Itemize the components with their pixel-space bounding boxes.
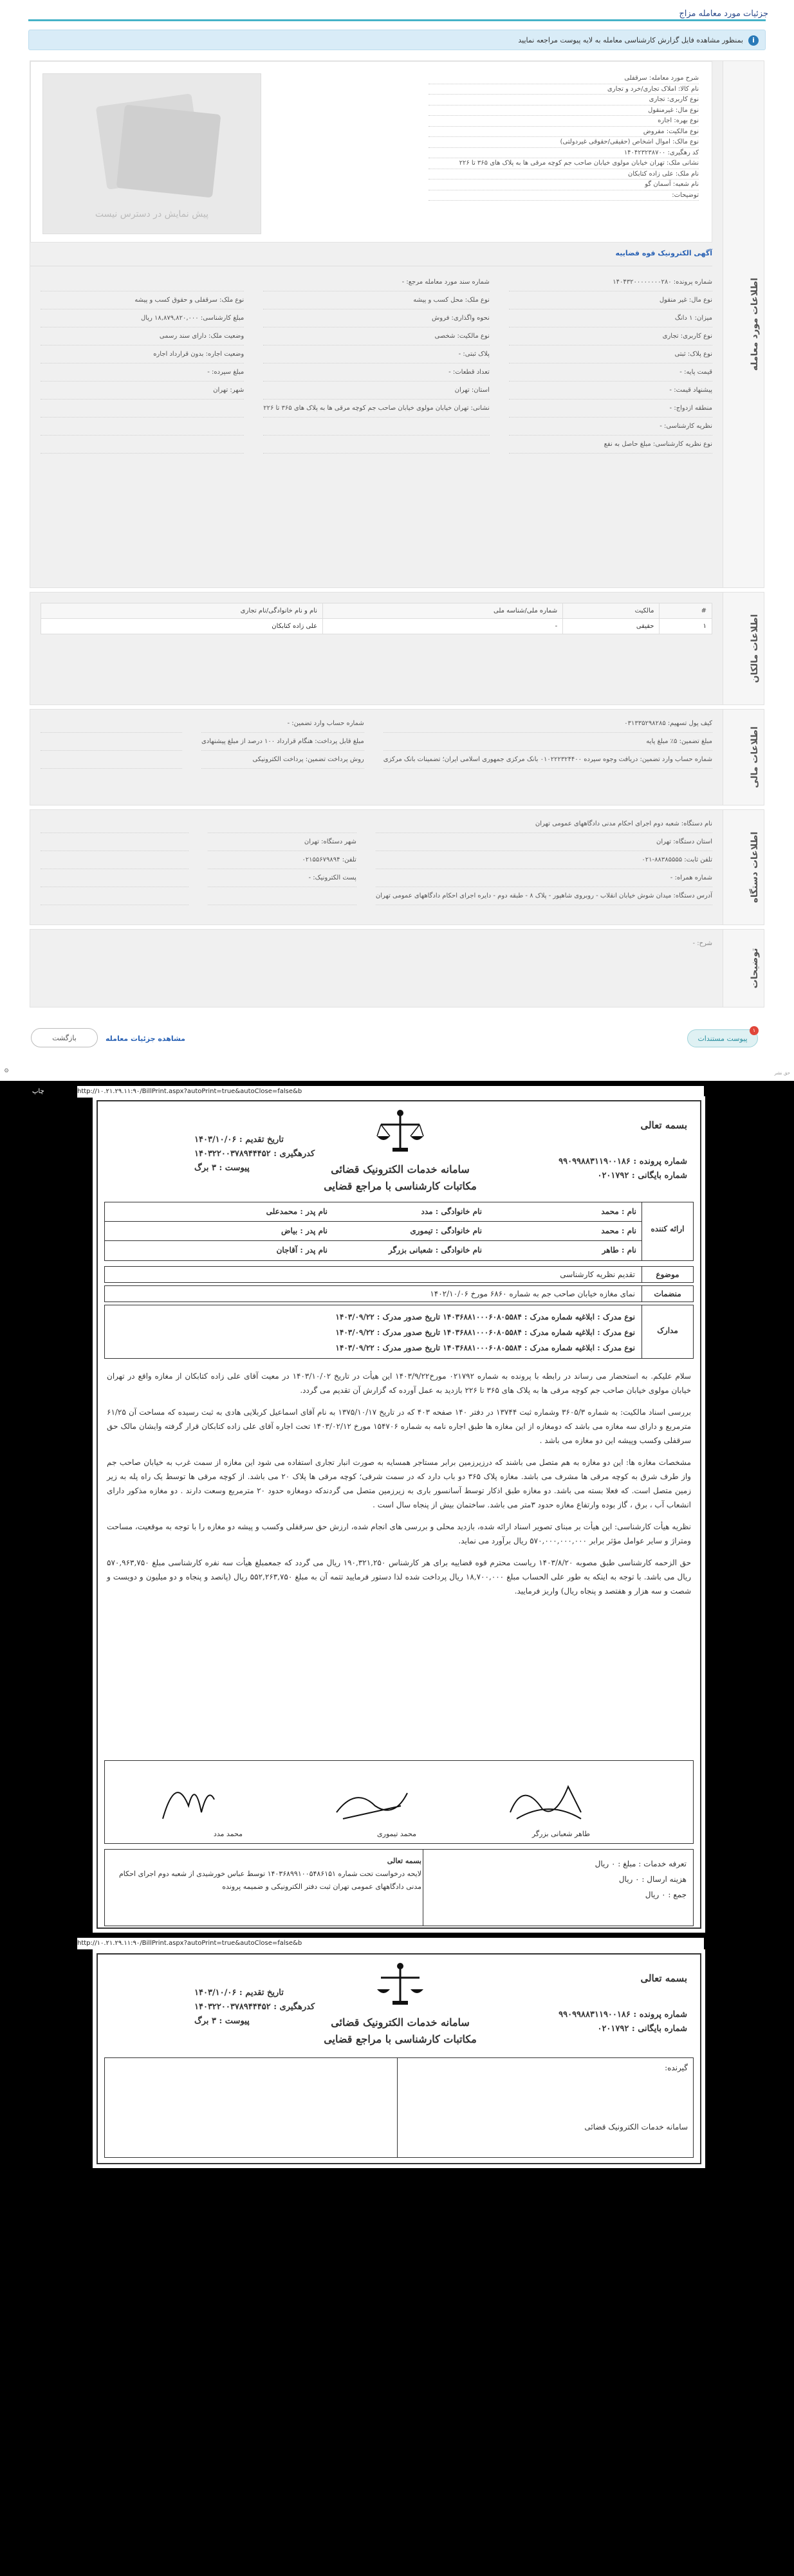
signature-madad [156, 1767, 221, 1825]
deal-field: استان: تهران [263, 387, 490, 400]
document-item: نوع مدرک : ابلاغیه شماره مدرک : ۱۴۰۳۶۸۸۱۰۰۰۶۰۸۰۵۵۸۴ تاریخ صدور مدرک : ۱۴۰۳/۰۹/۲۲ [335, 1328, 635, 1337]
summary-fields [429, 73, 699, 201]
deal-field: نوع مال: غیر منقول [509, 297, 712, 309]
signer-name: طاهر شعبانی بزرگر [531, 1830, 590, 1838]
total-line: جمع : ۰ ریال [645, 1890, 687, 1899]
owners-col-header: نام و نام خانوادگی/نام تجاری [41, 603, 323, 619]
alert-text: بمنظور مشاهده فایل گزارش کارشناسی معامله به لایه پیوست مراجعه نمایید [518, 36, 743, 44]
footer-tiny: حق نشر [774, 1071, 790, 1076]
info-icon: i [748, 35, 759, 46]
section-owners [30, 592, 764, 705]
page2-receiver: گیرنده: [665, 2063, 688, 2072]
tracking-code: کدرهگیری : ۱۴۰۳۲۲۰۰۳۷۸۹۴۴۴۵۲ [194, 1149, 315, 1159]
summary-field: نوع مال: غیرمنقول [429, 106, 699, 116]
deal-field: پلاک ثبتی: - [263, 351, 490, 363]
section-org-body [30, 810, 723, 925]
fee-footer [104, 1849, 694, 1926]
fee-line: تعرفه خدمات : مبلغ : ۰ ریال [595, 1859, 687, 1868]
org-field [208, 892, 356, 905]
section-owners-header [723, 593, 764, 704]
web-panel [0, 0, 794, 1081]
documents-row [104, 1305, 694, 1359]
org-field [41, 820, 189, 833]
center-title-2-p2: مکاتبات کارشناسی با مراجع قضایی [324, 2033, 477, 2045]
document-page-2 [93, 1949, 705, 2168]
deal-field: وضعیت اجاره: بدون قرارداد اجاره [41, 351, 244, 363]
submit-date: تاریخ تقدیم : ۱۴۰۳/۱۰/۰۶ [194, 1135, 284, 1145]
archive-number: شماره بایگانی : ۰۲۰۱۷۹۲ [597, 1171, 687, 1181]
attachments-label: پیوست مستندات [697, 1035, 748, 1043]
deal-field: میزان: ۱ دانگ [509, 315, 712, 327]
print-url-bar-2 [77, 1938, 704, 1949]
finance-field [41, 738, 182, 751]
deal-field: نظریه کارشناسی: - [509, 423, 712, 436]
finance-field [41, 756, 182, 769]
section-finance [30, 709, 764, 805]
file-number: شماره پرونده : ۹۹۰۹۹۸۸۳۱۱۹۰۰۱۸۶ [559, 1157, 687, 1166]
deal-field: شماره سند مورد معامله مرجع: - [263, 279, 490, 291]
subject-label: موضوع [642, 1267, 693, 1282]
signature-teymouri [330, 1780, 414, 1825]
org-field [41, 838, 189, 851]
file-number-2: شماره پرونده : ۹۹۰۹۹۸۸۳۱۱۹۰۰۱۸۶ [559, 2010, 687, 2019]
org-field: استان دستگاه: تهران [376, 838, 712, 851]
table-cell: علی زاده کتابکان [41, 619, 323, 634]
section-org [30, 809, 764, 925]
report-paragraph: بررسی اسناد مالکیت: به شماره ۳۶۰۵/۳ وشماره ثبت ۱۳۷۴۴ در دفتر ۱۴۰ صفحه ۴۰۳ که در تاریخ ۱۳۷۵/۱۰/۱۷ به نام آقای اسماعیل کربلایی هادی به ثبت رسیده که مساحت آن ۶۱/۲۵ مترمربع و دارای سه مغازه می باشد که دومغازه از این مغازه ها طبق اجاره نامه به شماره ۱۵۴۷۰۶ مورخ ۱۴۰۳/۰۲/۱۲ تحت اجاره آقای علی زاده کتابکان قرار گرفته وایشان مالک حق سرقفلی وکسب وپیشه این دو مغازه می باشد . [107, 1408, 692, 1445]
bismillah: بسمه تعالی [640, 1119, 687, 1131]
section-deal-info [30, 60, 764, 588]
owners-col-header: مالکیت [563, 603, 660, 619]
deal-field: تعداد قطعات: - [263, 369, 490, 382]
report-paragraph: حق الزحمه کارشناسی طبق مصوبه ۱۴۰۳/۸/۲۰ ریاست محترم قوه قضاییه برای هر کارشناس ۱۹۰,۳۲۱,۲۵۰ ریال می گردد که جمعمبلغ هیأت سه نفره کارشناسی مبلغ ۵۷۰,۹۶۳,۷۵۰ ریال می باشد. با توجه به اینکه به طور علی الحساب مبلغ ۱۸,۷۰۰,۰۰۰ ریال پرداخت شده لذا دستور فرمایید تتمه آن به مبلغ ۵۵۲,۲۶۳,۷۵۰ ریال (پانصد و پنجاه و دو میلیون و دویست و شصت و سه هزار و هفتصد و پنجاه ریال) واریز فرمایید. [107, 1558, 692, 1596]
judiciary-emblem-icon [374, 1108, 426, 1157]
deal-field: مبلغ سپرده: - [41, 369, 244, 382]
person-field: نام خانوادگی : تیموری [410, 1226, 482, 1235]
section-deal-title: اطلاعات مورد معامله [750, 277, 760, 371]
org-field [41, 874, 189, 887]
breadcrumb[interactable]: جزئیات مورد معامله مزاج [679, 9, 768, 19]
thumbnail-placeholder [42, 73, 261, 234]
deal-field [41, 441, 244, 454]
info-alert [28, 30, 766, 50]
owners-table [41, 603, 712, 634]
archive-number-2: شماره بایگانی : ۰۲۰۱۷۹۲ [597, 2024, 687, 2034]
deal-field: منطقه ازدواج: - [509, 405, 712, 418]
deal-field: شماره پرونده: ۱۴۰۴۳۲۰۰۰۰۰۰۰۰۲۸۰ [509, 279, 712, 291]
signature-box [104, 1760, 694, 1844]
persons-table [105, 1202, 642, 1260]
person-field: نام : طاهر [602, 1246, 636, 1255]
owners-col-header: شماره ملی/شناسه ملی [323, 603, 563, 619]
document-item: نوع مدرک : ابلاغیه شماره مدرک : ۱۴۰۳۶۸۸۱۰۰۰۶۰۸۰۵۵۸۴ تاریخ صدور مدرک : ۱۴۰۳/۰۹/۲۲ [335, 1343, 635, 1352]
person-field: نام پدر : آقاجان [276, 1246, 328, 1255]
section-desc-header [723, 930, 764, 1007]
section-deal-header [723, 61, 764, 587]
section-desc-title: توضیحات [750, 948, 760, 989]
settings-icon: ⚙ [4, 1068, 10, 1074]
summary-field: نوع مالک: اموال اشخاص (حقیقی/حقوقی غیردولتی) [429, 137, 699, 148]
summary-field: نام کالا: املاک تجاری/خرد و تجاری [429, 84, 699, 95]
notice-link[interactable]: آگهی الکترونیک قوه قضاییه [615, 249, 712, 257]
thumbnail-caption: پیش نمایش در دسترس نیست [95, 209, 209, 219]
table-cell: حقیقی [563, 619, 660, 634]
footer-note: لایحه درخواست تحت شماره ۱۴۰۳۶۸۹۹۱۰۰۵۴۸۶۱۵۱ توسط عباس خورشیدی از شعبه دوم اجرای احکام مدنی دادگاههای عمومی تهران ثبت دفتر الکترونیکی و ضمیمه پرونده [119, 1870, 421, 1891]
org-field: نام دستگاه: شعبه دوم اجرای احکام مدنی دادگاههای عمومی تهران [376, 820, 712, 833]
center-title-2: مکاتبات کارشناسی با مراجع قضایی [324, 1180, 477, 1192]
signature-shabani [504, 1774, 587, 1825]
subject-value: تقدیم نظریه کارشناسی [560, 1270, 635, 1279]
document-item: نوع مدرک : ابلاغیه شماره مدرک : ۱۴۰۳۶۸۸۱۰۰۰۶۰۸۰۵۵۸۴ تاریخ صدور مدرک : ۱۴۰۳/۰۹/۲۲ [335, 1312, 635, 1321]
person-field: نام پدر : محمدعلی [266, 1207, 328, 1216]
owners-col-header: # [660, 603, 712, 619]
org-field [208, 820, 356, 833]
attachment-count-2: پیوست : ۳ برگ [194, 2016, 250, 2026]
deal-field: نوع ملک: سرقفلی و حقوق کسب و پیشه [41, 297, 244, 309]
finance-field: مبلغ قابل پرداخت: هنگام قرارداد ۱۰۰ درصد از مبلغ پیشنهادی [201, 738, 364, 751]
summary-field: نام ملک: علی زاده کتابکان [429, 169, 699, 180]
deal-field: نوع کاربری: تجاری [509, 333, 712, 345]
footer-note-block [105, 1850, 427, 1926]
header-divider [28, 19, 766, 21]
submit-date-2: تاریخ تقدیم : ۱۴۰۳/۱۰/۰۶ [194, 1988, 284, 1998]
tracking-code-2: کدرهگیری : ۱۴۰۳۲۲۰۰۳۷۸۹۴۴۴۵۲ [194, 2002, 315, 2012]
deal-field: نحوه واگذاری: فروش [263, 315, 490, 327]
print-url-2: http://۱۰.۲۱.۲۹.۱۱:۹۰/BillPrint.aspx?autoPrint=true&autoClose=false&b [77, 1940, 302, 1947]
section-finance-body [30, 710, 723, 805]
summary-card [30, 61, 712, 243]
page2-receiver-block [397, 2058, 693, 2157]
finance-field: شماره حساب وارد تضمین: - [201, 720, 364, 733]
page2-sender: سامانه خدمات الکترونیک قضائی [584, 2122, 688, 2131]
summary-field: نشانی ملک: تهران خیابان مولوی خیابان صاحب جم کوچه مرقی ها به پلاک های ۳۶۵ تا ۲۲۶ [429, 158, 699, 169]
center-title-1-p2: سامانه خدمات الکترونیک قضائی [331, 2016, 470, 2029]
owners-table-body [41, 619, 712, 634]
org-fields-grid [41, 820, 712, 905]
report-paragraph: مشخصات مغازه ها: این دو مغازه به هم متصل می باشند که درزیرزمین برابر مستاجر همسایه به صورت انبار تجاری استفاده می شود این مغازه از سمت غرب به خیابان صاحب جم واز طرف شرق به کوچه مرقی ها مشرف می باشد. مغازه پلاک ۳۶۵ دو باب دارد که در سمت شرقی؛ کوچه مرقی ها پلاک ۲۰ می باشد. از کوچه مرقی ها توسط یک راه پله به زیر زمین متصل است. که فعلا بسته می باشد. دو مغازه طبق اذکار توسط آسانسور باری به زیرزمین متصل می گردندکه دومغازه حدود ۲۰ مترمربع وسعت دارند . دو مغازه مذکور دارای انشعاب آب ، برق ، گاز بوده وارتفاع مغازه حدود ۳متر می باشد. ساختمان بیش از پنجاه سال است . [107, 1458, 691, 1509]
section-finance-title: اطلاعات مالی [750, 726, 760, 788]
section-org-header [723, 810, 764, 925]
org-field: پست الکترونیک: - [208, 874, 356, 887]
deal-field: نشانی: تهران خیابان مولوی خیابان صاحب جم کوچه مرقی ها به پلاک های ۳۶۵ تا ۲۲۶ [263, 405, 490, 418]
description-text: شرح: - [692, 940, 712, 947]
deal-field: قیمت پایه: - [509, 369, 712, 382]
center-title-1: سامانه خدمات الکترونیک قضائی [331, 1163, 470, 1175]
deal-field [41, 279, 244, 291]
section-deal-body [30, 61, 723, 587]
finance-field: شماره حساب وارد تضمین: دریافت وجوه سپرده ۰۱۰۲۲۲۳۲۴۴۰۰ بانک مرکزی جمهوری اسلامی ایران؛ تضمینات بانک مرکزی [383, 756, 712, 769]
org-field [41, 892, 189, 905]
summary-field: نوع کاربری: تجاری [429, 95, 699, 106]
summary-field: شرح مورد معامله: سرقفلی [429, 73, 699, 84]
finance-fields-grid [41, 720, 712, 769]
person-field: نام خانوادگی : مدد [421, 1207, 482, 1216]
documents-list [111, 1309, 635, 1356]
summary-field: توضیحات: [429, 190, 699, 201]
report-body [107, 1369, 691, 1606]
deal-field: نوع ملک: محل کسب و پیشه [263, 297, 490, 309]
section-description [30, 929, 764, 1007]
owners-table-header [41, 603, 712, 619]
summary-field: نوع بهره: اجاره [429, 116, 699, 127]
section-desc-body [30, 930, 723, 1007]
finance-field: مبلغ تضمین: ۵٪ مبلغ پایه [383, 738, 712, 751]
person-field: نام : محمد [601, 1207, 636, 1216]
attachment-count: پیوست : ۳ برگ [194, 1163, 250, 1173]
deal-field [41, 423, 244, 436]
document-page-1 [93, 1096, 705, 1933]
fee-block [423, 1850, 693, 1926]
attached-label: منضمات [642, 1286, 693, 1302]
print-label[interactable]: چاپ [32, 1088, 44, 1095]
org-field: تلفن ثابت: ۸۸۳۸۵۵۵۵-۰۲۱ [376, 856, 712, 869]
person-row [105, 1202, 642, 1222]
org-field [41, 856, 189, 869]
print-url: http://۱۰.۲۱.۲۹.۱۱:۹۰/BillPrint.aspx?autoPrint=true&autoClose=false&b [77, 1088, 302, 1095]
table-cell: - [323, 619, 563, 634]
org-field: شهر دستگاه: تهران [208, 838, 356, 851]
submitter-box [104, 1202, 694, 1261]
section-org-title: اطلاعات دستگاه [750, 831, 760, 903]
judiciary-emblem-icon-2 [374, 1961, 426, 2010]
back-button[interactable]: بازگشت [31, 1028, 98, 1047]
person-field: نام خانوادگی : شعبانی بزرگر [388, 1246, 482, 1255]
subject-row [104, 1266, 694, 1283]
report-paragraph: سلام علیکم. به استحضار می رساند در رابطه با پرونده به شماره ۰۲۱۷۹۲ مورخ۱۴۰۳/۹/۲۲ این هیأت در تاریخ ۱۴۰۳/۱۰/۰۲ در معیت آقای علی زاده کتابکان از مغازه واقع در تهران خیابان مولوی خیابان صاحب جم کوچه مرقی ها به پلاک های ۳۶۵ تا ۲۲۶ بازدید به عمل آورده که گزارش آن تقدیم می گردد. [107, 1372, 691, 1395]
section-owners-body [30, 593, 723, 704]
deal-field: شهر: تهران [41, 387, 244, 400]
documents-label: مدارک [642, 1305, 693, 1358]
signer-name: محمد تیموری [377, 1830, 416, 1838]
section-finance-header [723, 710, 764, 805]
org-field: تلفن: ۰۲۱۵۵۶۷۹۸۹۴ [208, 856, 356, 869]
deal-field [263, 441, 490, 454]
summary-field: نوع مالکیت: مفروض [429, 127, 699, 138]
org-field: شماره همراه: - [376, 874, 712, 887]
summary-field: نام شعبه: آسمان گو [429, 179, 699, 190]
person-field: نام پدر : بیاض [281, 1226, 328, 1235]
signer-name: محمد مدد [213, 1830, 243, 1838]
attached-value: نمای مغازه خیابان صاحب جم به شماره ۶۸۶۰ مورخ ۱۴۰۲/۱۰/۰۶ [430, 1289, 635, 1298]
deal-fields-grid [41, 279, 712, 454]
deal-field: وضعیت ملک: دارای سند رسمی [41, 333, 244, 345]
view-details-link[interactable]: مشاهده جزئیات معامله [106, 1035, 185, 1043]
footer-bismillah: بسمه تعالی [387, 1857, 421, 1865]
bismillah-2: بسمه تعالی [640, 1973, 687, 1984]
org-field: آدرس دستگاه: میدان شوش خیابان انقلاب - روبروی شاهپور - پلاک ۸ - طبقه دوم - دایره اجرای احکام دادگاههای عمومی تهران [376, 892, 712, 905]
deal-field: نوع پلاک: ثبتی [509, 351, 712, 363]
deal-field: مبلغ کارشناسی: ۱۸,۸۷۹,۸۲۰,۰۰۰ ریال [41, 315, 244, 327]
person-field: نام : محمد [601, 1226, 636, 1235]
person-row [105, 1241, 642, 1260]
deal-field: پیشنهاد قیمت: - [509, 387, 712, 400]
submitter-label: ارائه کننده [642, 1202, 693, 1260]
deal-field: نوع نظریه کارشناسی: مبلغ حاصل به نفع [509, 441, 712, 454]
page2-box [104, 2057, 694, 2158]
finance-field [41, 720, 182, 733]
summary-field: کد رهگیری: ۱۴۰۴۲۳۲۳۸۷۰۰ [429, 148, 699, 159]
deal-field: نوع مالکیت: شخصی [263, 333, 490, 345]
attachments-button[interactable] [687, 1029, 758, 1047]
table-cell: ۱ [660, 619, 712, 634]
gavel-icon [116, 105, 221, 198]
report-paragraph: نظریه هیأت کارشناسی: این هیأت بر مبنای تصویر اسناد ارائه شده، بازدید محلی و بررسی های انجام شده، ارزش حق سرقفلی وکسب و پیشه دو مغازه را با توجه به موقعیت، مساحت ومتراژ و سایر عوامل مؤثر برابر ۵۷۰,۰۰۰,۰۰۰,۰۰۰ ریال برآورد می نماید. [107, 1522, 691, 1545]
table-row [41, 619, 712, 634]
attached-row [104, 1285, 694, 1302]
deal-field [41, 405, 244, 418]
attachments-badge: ۱ [750, 1026, 759, 1035]
section-owners-title: اطلاعات مالکان [750, 614, 760, 683]
deal-field [263, 423, 490, 436]
post-fee-line: هزینه ارسال : ۰ ریال [618, 1875, 687, 1884]
finance-field: روش پرداخت تضمین: پرداخت الکترونیکی [201, 756, 364, 769]
finance-field: کیف پول تسهیم: ۰۳۱۳۳۵۲۹۸۲۸۵ [383, 720, 712, 733]
person-row [105, 1222, 642, 1241]
